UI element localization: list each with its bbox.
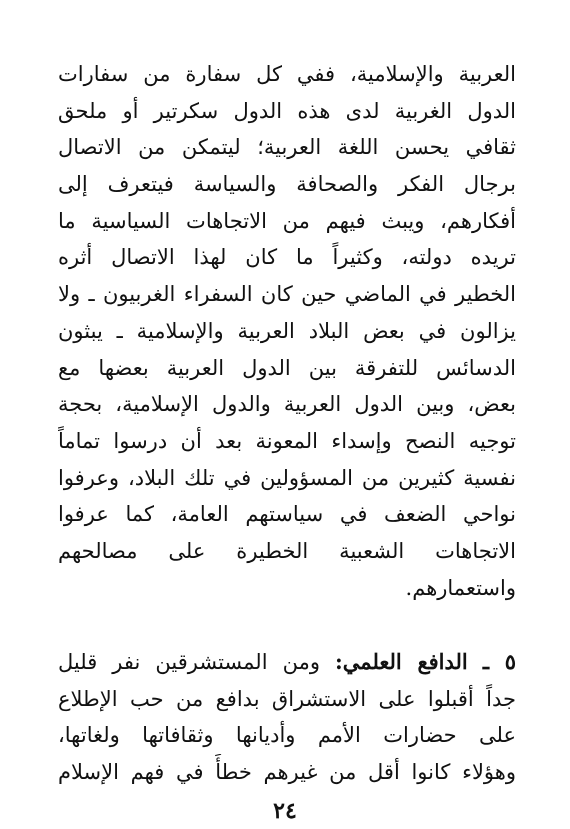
text-line: برجال الفكر والصحافة والسياسة فيتعرف إلى [58,172,516,197]
section-number: ٥ ـ [482,649,516,674]
text-line-last: واستعمارهم. [405,575,516,600]
paragraph-embassies [58,56,516,606]
text-line: الاتجاهات الشعبية الخطيرة على مصالحهم [58,538,516,563]
text-line: نواحي الضعف في سياستهم العامة، كما عرفوا [58,502,516,527]
section-heading: الدافع العلمي: [335,649,468,674]
text-line: العربية والإسلامية، ففي كل سفارة من سفارات [58,62,516,86]
text-line: توجيه النصح وإسداء المعونة بعد أن درسوا تماماً [58,428,516,453]
text-line: ثقافي يحسن اللغة العربية؛ ليتمكن من الاتصال [58,135,516,160]
section-first-line-text: ومن المستشرقين نفر قليل [58,650,320,674]
section-first-line [58,644,516,681]
text-line: وهؤلاء كانوا أقل من غيرهم خطأً في فهم الإسلام [58,760,516,785]
text-line: يزالون في بعض البلاد العربية والإسلامية ـ يبثون [58,318,516,343]
paragraph-scientific-motive [58,644,516,791]
text-line: جداً أقبلوا على الاستشراق بدافع من حب الإطلاع [58,686,516,711]
text-line: الدول الغربية لدى هذه الدول سكرتير أو ملحق [58,98,516,123]
text-line: نفسية كثيرين من المسؤولين في تلك البلاد، وعرفوا [58,465,516,490]
text-line: بعض، وبين الدول العربية والدول الإسلامية، بحجة [58,392,516,417]
text-line: الخطير في الماضي حين كان السفراء الغربيون ـ ولا [58,282,516,307]
text-line: أفكارهم، ويبث فيهم من الاتجاهات السياسية ما [58,208,516,233]
page-number: ٢٤ [273,798,297,824]
text-line: تريده دولته، وكثيراً ما كان لهذا الاتصال أثره [58,245,516,270]
text-line: الدسائس للتفرقة بين الدول العربية بعضها مع [58,355,516,380]
text-line: على حضارات الأمم وأديانها وثقافاتها ولغاتها، [58,723,516,748]
